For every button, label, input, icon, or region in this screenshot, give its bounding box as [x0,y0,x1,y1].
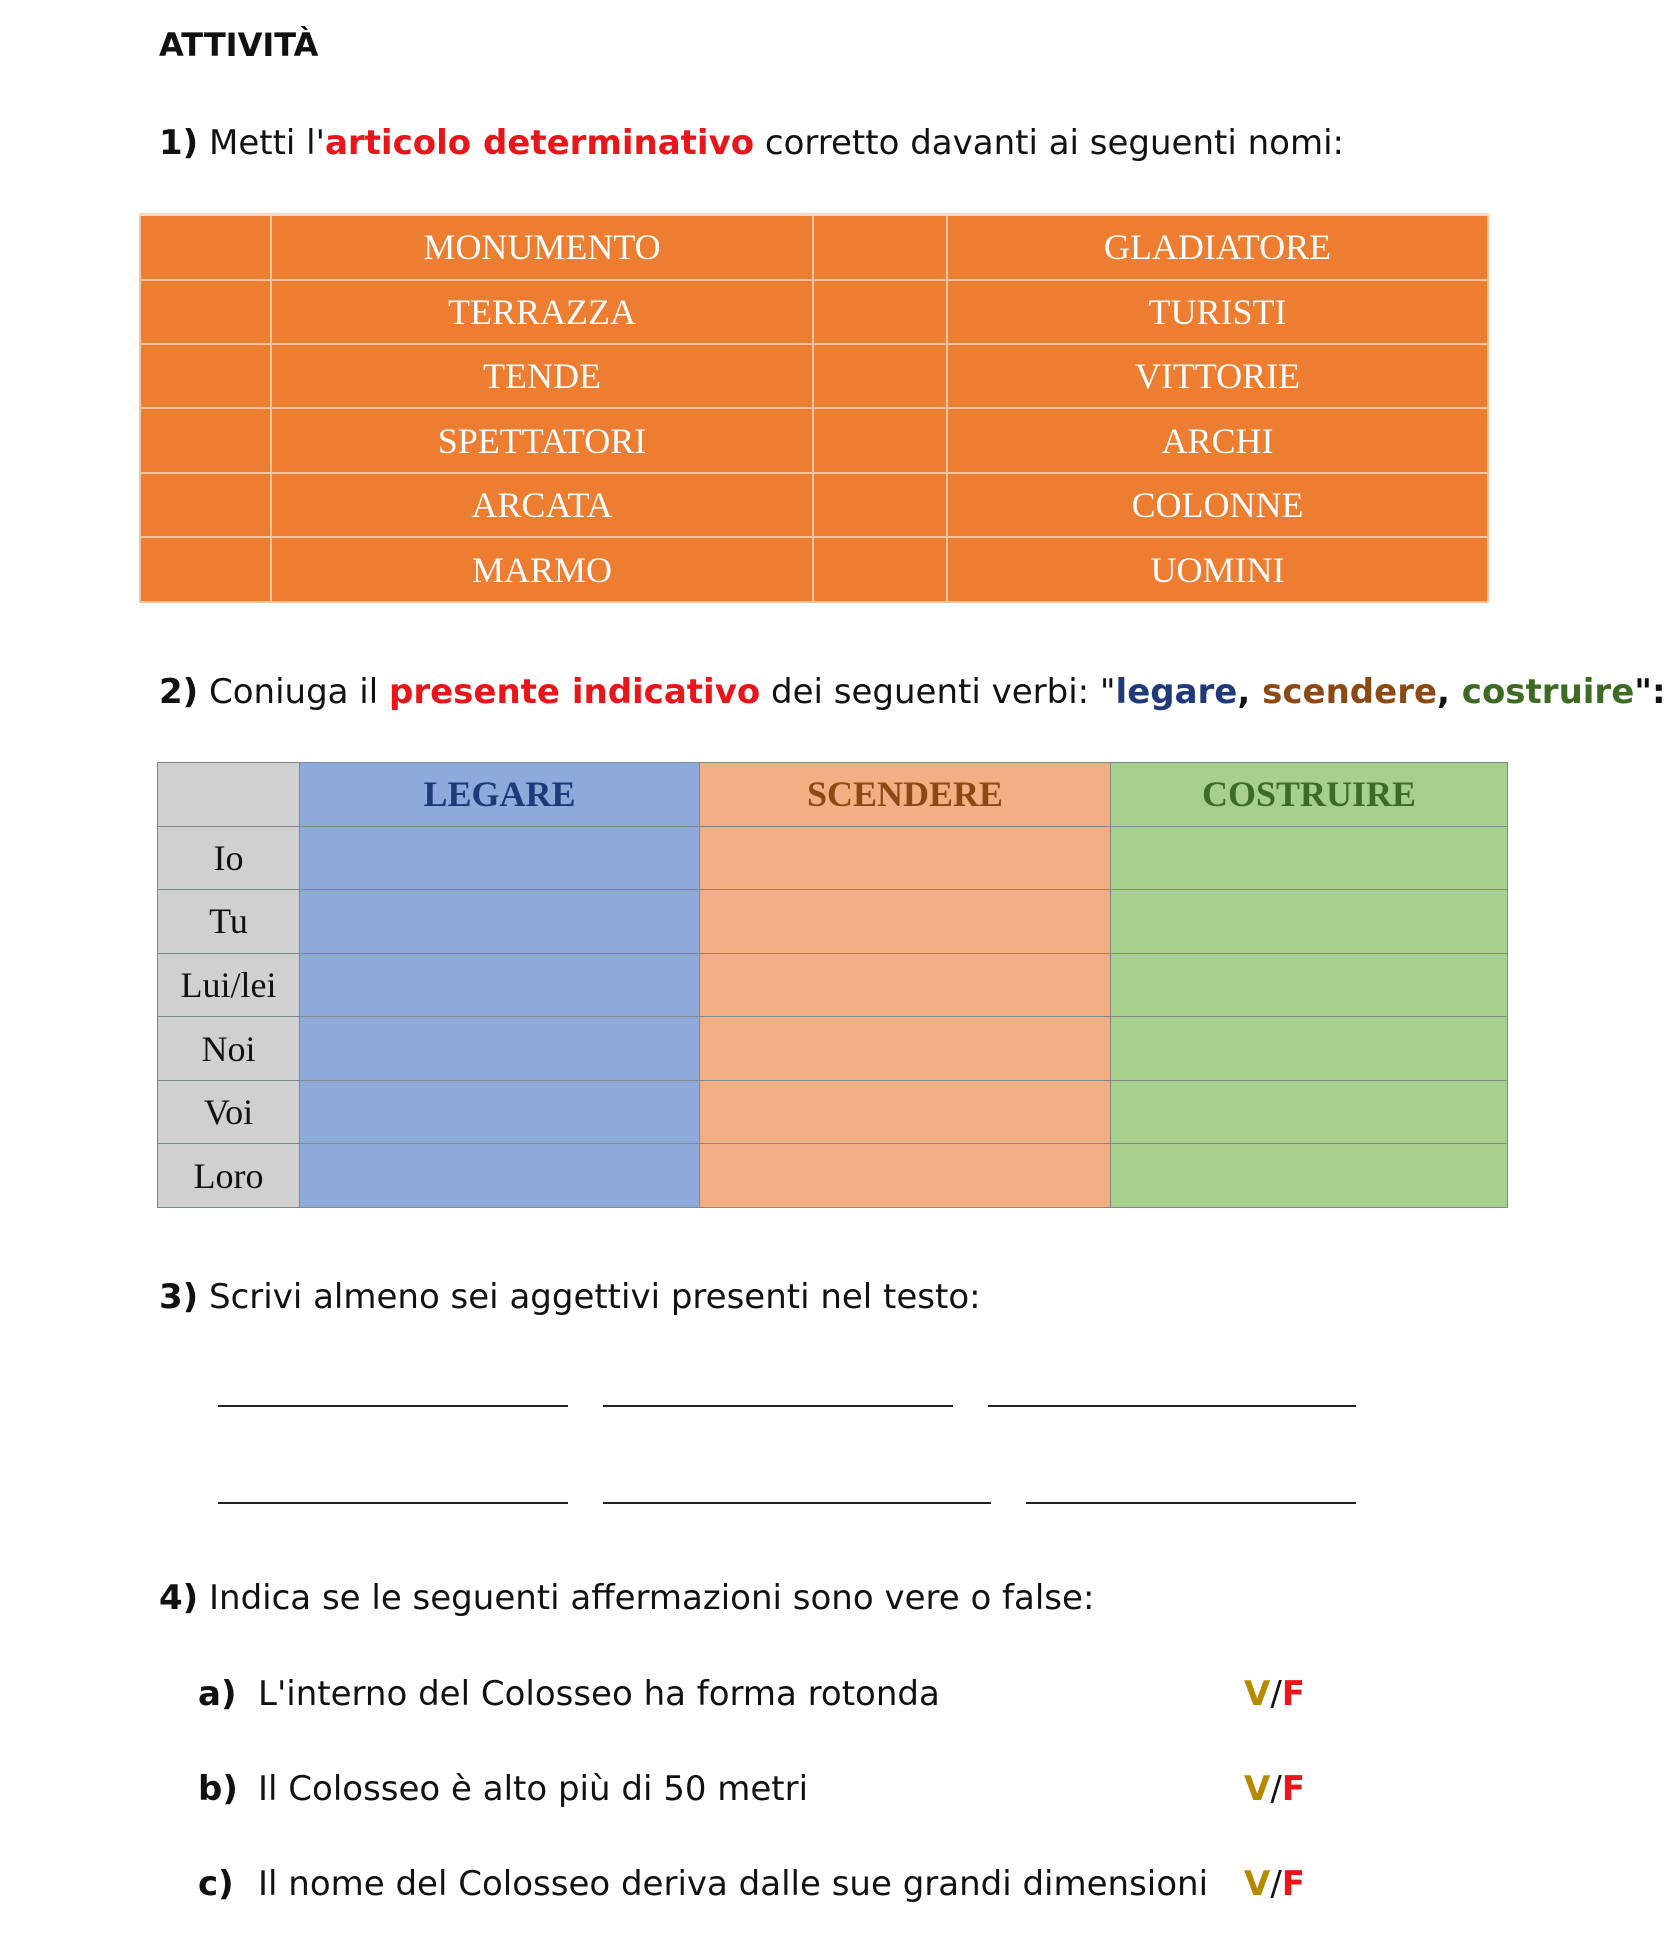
noun-cell: ARCHI [947,408,1488,472]
pronoun-cell: Voi [158,1080,300,1144]
article-blank-cell[interactable] [140,280,271,344]
answer-cell[interactable] [300,1144,700,1208]
table-row [140,408,1488,472]
statement-text: L'interno del Colosseo ha forma rotonda [258,1674,940,1714]
table-row [140,215,1488,280]
answer-cell[interactable] [700,953,1111,1017]
statement-letter: a) [198,1674,237,1714]
separator: , [1437,672,1462,712]
pronoun-cell: Noi [158,1017,300,1081]
answer-cell[interactable] [300,890,700,954]
question-text-post: ": [1634,672,1666,712]
table-row [140,537,1488,602]
true-false-choice[interactable] [1244,1862,1305,1906]
article-blank-cell[interactable] [813,408,947,472]
true-option[interactable]: V [1244,1674,1271,1714]
question-4 [159,1576,1094,1620]
question-highlight: articolo determinativo [324,123,755,163]
noun-cell: MONUMENTO [271,215,813,280]
noun-cell: VITTORIE [947,344,1488,408]
conjugation-table [157,762,1508,1208]
noun-cell: SPETTATORI [271,408,813,472]
question-text: Scrivi almeno sei aggettivi presenti nel testo: [209,1277,981,1317]
pronoun-cell: Tu [158,890,300,954]
true-option[interactable]: V [1244,1864,1271,1904]
table-row [158,953,1508,1017]
article-blank-cell[interactable] [813,344,947,408]
statement-text: Il nome del Colosseo deriva dalle sue grandi dimensioni [258,1864,1209,1904]
table-row [158,826,1508,890]
column-header-costruire: COSTRUIRE [1111,763,1508,827]
noun-cell: UOMINI [947,537,1488,602]
question-number: 1) [159,123,199,163]
table-row [140,344,1488,408]
noun-cell: TURISTI [947,280,1488,344]
verb-costruire: costruire [1461,672,1635,712]
noun-cell: GLADIATORE [947,215,1488,280]
answer-cell[interactable] [300,1017,700,1081]
verb-legare: legare [1115,672,1238,712]
answer-line[interactable] [218,1405,568,1407]
noun-cell: TENDE [271,344,813,408]
answer-cell[interactable] [300,953,700,1017]
pronoun-cell: Lui/lei [158,953,300,1017]
true-false-choice[interactable] [1244,1672,1305,1716]
article-blank-cell[interactable] [140,344,271,408]
false-option[interactable]: F [1281,1769,1306,1809]
question-text-pre: Metti l' [209,123,325,163]
statement-a [198,1672,940,1716]
article-blank-cell[interactable] [813,473,947,537]
table-header-row [158,763,1508,827]
answer-cell[interactable] [700,890,1111,954]
statement-c [198,1862,1208,1906]
statement-b [198,1767,808,1811]
answer-cell[interactable] [700,1080,1111,1144]
noun-cell: TERRAZZA [271,280,813,344]
table-row [158,1080,1508,1144]
article-blank-cell[interactable] [140,537,271,602]
question-3 [159,1275,981,1319]
articles-table [139,213,1489,603]
question-1 [159,121,1344,165]
pronoun-cell: Io [158,826,300,890]
answer-line[interactable] [603,1502,991,1504]
table-row [158,890,1508,954]
article-blank-cell[interactable] [140,215,271,280]
slash: / [1270,1769,1282,1809]
answer-cell[interactable] [1111,953,1508,1017]
statement-letter: c) [198,1864,234,1904]
table-row [158,1144,1508,1208]
question-text: Indica se le seguenti affermazioni sono vere o false: [209,1578,1095,1618]
slash: / [1270,1864,1282,1904]
false-option[interactable]: F [1281,1674,1306,1714]
table-row [140,280,1488,344]
article-blank-cell[interactable] [140,473,271,537]
answer-cell[interactable] [1111,1017,1508,1081]
false-option[interactable]: F [1281,1864,1306,1904]
answer-cell[interactable] [1111,826,1508,890]
answer-cell[interactable] [700,1017,1111,1081]
table-row [140,473,1488,537]
separator: , [1237,672,1263,712]
pronoun-cell: Loro [158,1144,300,1208]
question-text-pre: Coniuga il [209,672,390,712]
answer-cell[interactable] [1111,890,1508,954]
article-blank-cell[interactable] [140,408,271,472]
question-text-mid: dei seguenti verbi: " [760,672,1116,712]
question-2 [159,670,1666,714]
question-number: 4) [159,1578,199,1618]
column-header-legare: LEGARE [300,763,700,827]
article-blank-cell[interactable] [813,280,947,344]
answer-line[interactable] [603,1405,953,1407]
answer-cell[interactable] [1111,1144,1508,1208]
answer-cell[interactable] [300,826,700,890]
noun-cell: MARMO [271,537,813,602]
true-option[interactable]: V [1244,1769,1271,1809]
noun-cell: COLONNE [947,473,1488,537]
question-number: 3) [159,1277,199,1317]
table-row [158,1017,1508,1081]
answer-line[interactable] [1026,1502,1356,1504]
question-highlight: presente indicativo [389,672,761,712]
statement-letter: b) [198,1769,238,1809]
column-header-scendere: SCENDERE [700,763,1111,827]
article-blank-cell[interactable] [813,537,947,602]
true-false-choice[interactable] [1244,1767,1305,1811]
noun-cell: ARCATA [271,473,813,537]
answer-cell[interactable] [700,826,1111,890]
answer-cell[interactable] [700,1144,1111,1208]
question-text-post: corretto davanti ai seguenti nomi: [754,123,1344,163]
slash: / [1270,1674,1282,1714]
article-blank-cell[interactable] [813,215,947,280]
verb-scendere: scendere [1262,672,1438,712]
page-title: ATTIVITÀ [159,26,319,64]
question-number: 2) [159,672,199,712]
answer-line[interactable] [218,1502,568,1504]
statement-text: Il Colosseo è alto più di 50 metri [258,1769,809,1809]
answer-cell[interactable] [1111,1080,1508,1144]
answer-cell[interactable] [300,1080,700,1144]
answer-line[interactable] [988,1405,1356,1407]
corner-cell [158,763,300,827]
